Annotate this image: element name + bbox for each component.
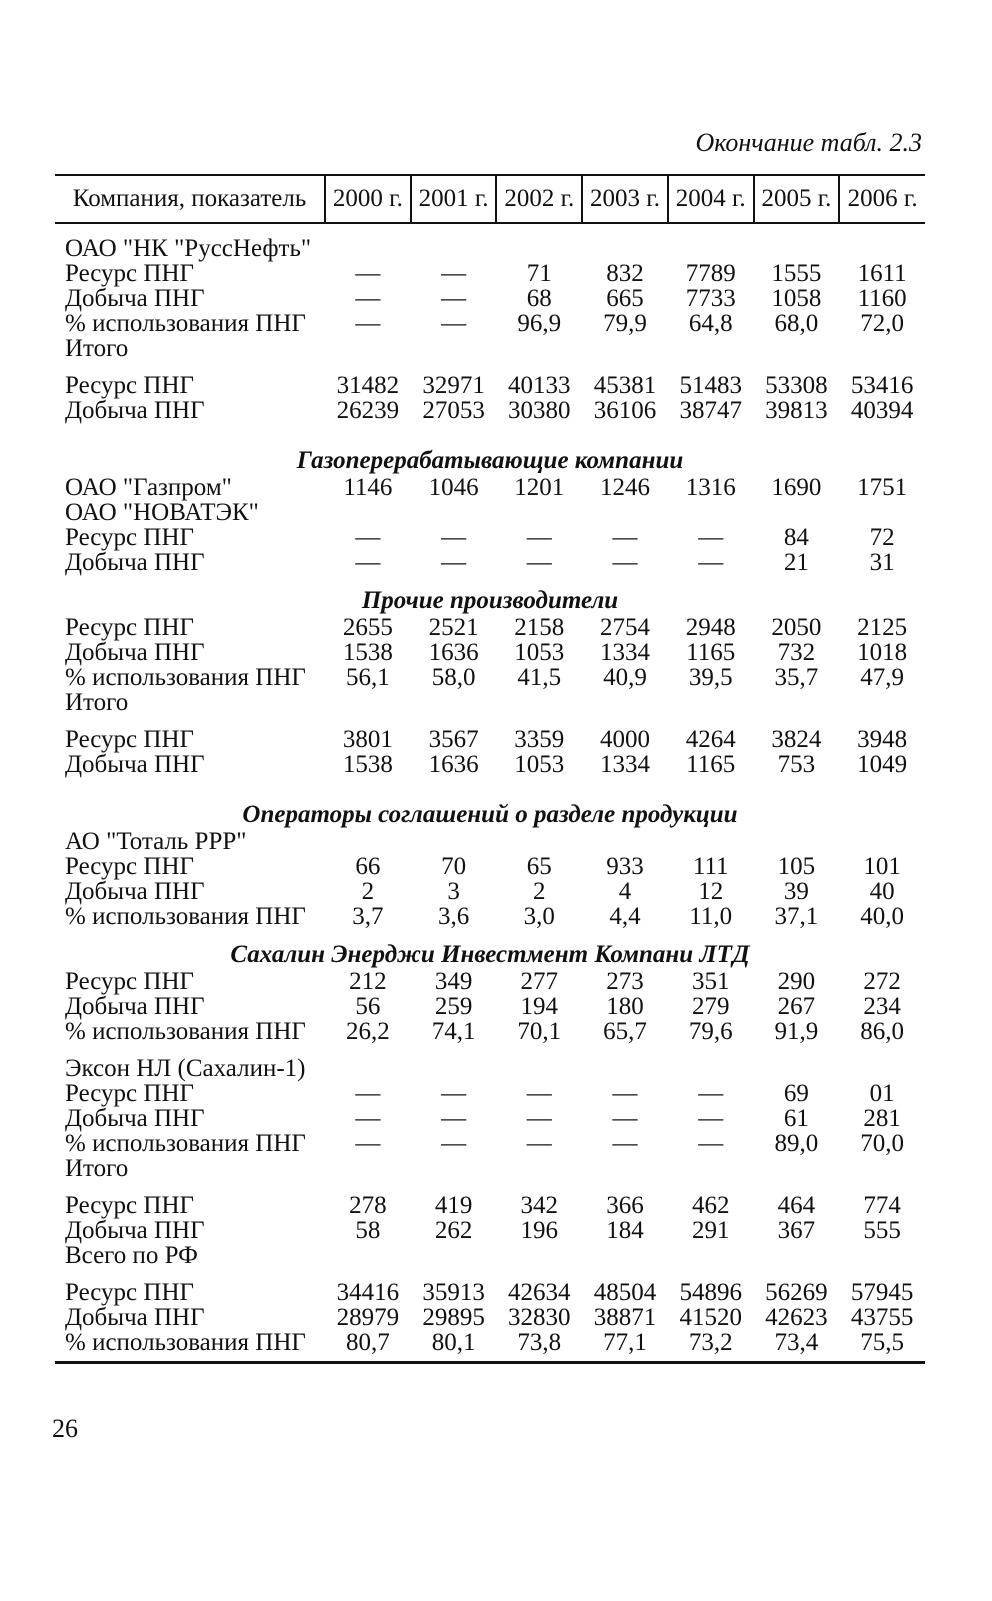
- value-cell: —: [698, 524, 724, 551]
- value-cell: 11,0: [689, 903, 733, 930]
- spacer-row: [55, 777, 925, 801]
- value-cell: 68: [526, 285, 552, 312]
- value-cell: 111: [692, 853, 729, 880]
- value-cell: 1316: [685, 474, 736, 501]
- value-cell: 1538: [342, 639, 393, 666]
- header-year: 2000 г.: [325, 175, 411, 223]
- value-cell: 56,1: [346, 664, 390, 691]
- group-label: АО "Тоталь РРР": [65, 828, 247, 855]
- value-cell: 21: [783, 549, 809, 576]
- header-year: 2001 г.: [411, 175, 497, 223]
- value-cell: 7789: [685, 260, 736, 287]
- row-label: Добыча ПНГ: [65, 878, 205, 905]
- value-cell: 30380: [508, 397, 571, 424]
- table-header-row: [55, 175, 925, 223]
- value-cell: 1555: [771, 260, 822, 287]
- header-year: 2005 г.: [754, 175, 840, 223]
- table-row: [55, 1305, 925, 1330]
- group-label: Эксон НЛ (Сахалин-1): [65, 1055, 306, 1082]
- value-cell: —: [441, 1080, 467, 1107]
- row-label: % использования ПНГ: [65, 903, 306, 930]
- table-row: [55, 1081, 925, 1106]
- value-cell: 291: [691, 1217, 730, 1244]
- value-cell: 3801: [342, 726, 393, 753]
- value-cell: 1690: [771, 474, 822, 501]
- row-label: Добыча ПНГ: [65, 549, 205, 576]
- row-label: % использования ПНГ: [65, 1018, 306, 1045]
- value-cell: —: [441, 1130, 467, 1157]
- header-year: 2006 г.: [839, 175, 925, 223]
- value-cell: 101: [863, 853, 901, 880]
- value-cell: 3824: [771, 726, 822, 753]
- value-cell: —: [526, 524, 552, 551]
- value-cell: 72: [869, 524, 895, 551]
- value-cell: 3,7: [352, 903, 384, 930]
- value-cell: 91,9: [774, 1018, 819, 1045]
- value-cell: 281: [863, 1105, 901, 1132]
- row-label: Ресурс ПНГ: [65, 968, 194, 995]
- value-cell: —: [698, 549, 724, 576]
- value-cell: 31: [869, 549, 895, 576]
- value-cell: 64,8: [688, 310, 733, 337]
- row-label: Ресурс ПНГ: [65, 1080, 194, 1107]
- value-cell: 1538: [342, 751, 393, 778]
- value-cell: —: [612, 524, 638, 551]
- value-cell: 65,7: [603, 1018, 647, 1045]
- value-cell: —: [355, 1130, 381, 1157]
- table-row: [55, 752, 925, 777]
- row-label: Ресурс ПНГ: [65, 260, 194, 287]
- group-label: ОАО "НК "РуссНефть": [65, 235, 312, 262]
- table-row: [55, 1106, 925, 1131]
- value-cell: 32830: [508, 1304, 571, 1331]
- table-row: [55, 475, 925, 500]
- group-label-row: [55, 1056, 925, 1081]
- value-cell: 1636: [428, 639, 479, 666]
- value-cell: 1165: [686, 751, 736, 778]
- value-cell: 366: [606, 1192, 644, 1219]
- table-row: [55, 1330, 925, 1359]
- value-cell: —: [441, 285, 467, 312]
- value-cell: 42634: [508, 1279, 571, 1306]
- value-cell: 70,1: [517, 1018, 562, 1045]
- value-cell: —: [355, 310, 381, 337]
- value-cell: —: [355, 549, 381, 576]
- table-row: [55, 373, 925, 398]
- value-cell: 2125: [857, 614, 908, 641]
- value-cell: 38747: [679, 397, 742, 424]
- value-cell: 4,4: [609, 903, 641, 930]
- row-label: Добыча ПНГ: [65, 397, 205, 424]
- row-label: Ресурс ПНГ: [65, 726, 194, 753]
- value-cell: 73,4: [774, 1329, 819, 1356]
- value-cell: 1611: [857, 260, 907, 287]
- value-cell: 259: [434, 993, 473, 1020]
- value-cell: 37,1: [774, 903, 819, 930]
- table-row: [55, 1019, 925, 1044]
- value-cell: 2754: [600, 614, 650, 641]
- value-cell: 462: [691, 1192, 730, 1219]
- value-cell: 4000: [600, 726, 650, 753]
- value-cell: 234: [863, 993, 901, 1020]
- spacer-row: [55, 423, 925, 447]
- value-cell: 1160: [857, 285, 907, 312]
- header-year: 2003 г.: [582, 175, 668, 223]
- row-label: ОАО "Газпром": [65, 474, 232, 501]
- value-cell: 31482: [336, 372, 400, 399]
- value-cell: 212: [349, 968, 387, 995]
- value-cell: —: [612, 549, 638, 576]
- value-cell: —: [526, 1105, 552, 1132]
- value-cell: 419: [434, 1192, 473, 1219]
- group-label-row: [55, 500, 925, 525]
- value-cell: 196: [520, 1217, 559, 1244]
- value-cell: 79,6: [688, 1018, 733, 1045]
- value-cell: 56: [355, 993, 381, 1020]
- row-label: % использования ПНГ: [65, 1329, 306, 1356]
- row-label: Ресурс ПНГ: [65, 372, 194, 399]
- row-label: Ресурс ПНГ: [65, 1192, 194, 1219]
- value-cell: 40,0: [860, 903, 904, 930]
- value-cell: 3567: [428, 726, 479, 753]
- value-cell: 68,0: [774, 310, 819, 337]
- value-cell: 48504: [593, 1279, 657, 1306]
- section-heading: Газоперерабатывающие компании: [296, 447, 684, 474]
- section-heading-row: [55, 941, 925, 969]
- section-heading-row: [55, 447, 925, 475]
- table-row: [55, 727, 925, 752]
- value-cell: 73,2: [688, 1329, 733, 1356]
- value-cell: 1049: [857, 751, 908, 778]
- value-cell: —: [526, 1130, 552, 1157]
- value-cell: 53308: [765, 372, 828, 399]
- value-cell: 1165: [686, 639, 736, 666]
- value-cell: 61: [783, 1105, 809, 1132]
- value-cell: 71: [526, 260, 552, 287]
- value-cell: 01: [869, 1080, 895, 1107]
- page-number: 26: [52, 1414, 78, 1443]
- value-cell: 555: [863, 1217, 901, 1244]
- row-label: Добыча ПНГ: [65, 993, 205, 1020]
- value-cell: 342: [520, 1192, 559, 1219]
- value-cell: 279: [691, 993, 730, 1020]
- value-cell: —: [441, 524, 467, 551]
- value-cell: —: [441, 549, 467, 576]
- value-cell: 54896: [679, 1279, 742, 1306]
- value-cell: 273: [606, 968, 644, 995]
- spacer-row: [55, 929, 925, 941]
- value-cell: —: [355, 1105, 381, 1132]
- value-cell: 290: [777, 968, 816, 995]
- value-cell: 40394: [850, 397, 914, 424]
- table-row: [55, 1280, 925, 1305]
- value-cell: 277: [520, 968, 559, 995]
- value-cell: 12: [698, 878, 724, 905]
- value-cell: 53416: [850, 372, 914, 399]
- spacer-cell: [55, 929, 925, 941]
- value-cell: 39: [783, 878, 809, 905]
- value-cell: 832: [606, 260, 644, 287]
- table-row: [55, 525, 925, 550]
- value-cell: 194: [520, 993, 559, 1020]
- value-cell: 56269: [765, 1279, 828, 1306]
- value-cell: 43755: [850, 1304, 914, 1331]
- value-cell: 1058: [771, 285, 822, 312]
- value-cell: —: [612, 1105, 638, 1132]
- value-cell: 665: [606, 285, 644, 312]
- value-cell: 73,8: [517, 1329, 562, 1356]
- value-cell: —: [612, 1080, 638, 1107]
- row-label: Добыча ПНГ: [65, 1105, 205, 1132]
- value-cell: 732: [777, 639, 816, 666]
- value-cell: 3359: [514, 726, 565, 753]
- value-cell: 80,7: [346, 1329, 390, 1356]
- row-label: Ресурс ПНГ: [65, 614, 194, 641]
- spacer-cell: [55, 423, 925, 447]
- value-cell: 32971: [422, 372, 485, 399]
- value-cell: 1053: [514, 751, 565, 778]
- value-cell: 65: [526, 853, 552, 880]
- value-cell: 753: [777, 751, 816, 778]
- value-cell: 40,9: [603, 664, 647, 691]
- value-cell: 278: [349, 1192, 387, 1219]
- table-row: [55, 665, 925, 690]
- section-heading-row: [55, 587, 925, 615]
- row-label: Ресурс ПНГ: [65, 1279, 194, 1306]
- group-label: Итого: [65, 335, 129, 362]
- row-label: Добыча ПНГ: [65, 1217, 205, 1244]
- group-label-row: [55, 829, 925, 854]
- value-cell: 2948: [685, 614, 736, 641]
- value-cell: 26,2: [346, 1018, 390, 1045]
- value-cell: 1334: [600, 639, 650, 666]
- value-cell: 464: [777, 1192, 816, 1219]
- value-cell: 1636: [428, 751, 479, 778]
- value-cell: 57945: [850, 1279, 914, 1306]
- table-row: [55, 1218, 925, 1243]
- value-cell: 80,1: [431, 1329, 476, 1356]
- group-label: ОАО "НОВАТЭК": [65, 499, 259, 526]
- value-cell: 75,5: [860, 1329, 904, 1356]
- section-heading: Прочие производители: [361, 587, 619, 614]
- value-cell: 72,0: [860, 310, 904, 337]
- value-cell: 2521: [428, 614, 479, 641]
- value-cell: 774: [863, 1192, 901, 1219]
- value-cell: 3,6: [437, 903, 470, 930]
- value-cell: 180: [606, 993, 644, 1020]
- value-cell: 86,0: [860, 1018, 904, 1045]
- row-label: Ресурс ПНГ: [65, 853, 194, 880]
- value-cell: 40133: [508, 372, 571, 399]
- data-table: [55, 174, 925, 1359]
- value-cell: 29895: [422, 1304, 485, 1331]
- table-row: [55, 398, 925, 423]
- value-cell: —: [355, 524, 381, 551]
- table-row: [55, 261, 925, 286]
- row-label: % использования ПНГ: [65, 310, 306, 337]
- section-heading: Операторы соглашений о разделе продукции: [242, 801, 738, 828]
- group-label-row: [55, 1156, 925, 1181]
- value-cell: —: [698, 1105, 724, 1132]
- value-cell: 351: [691, 968, 730, 995]
- spacer-row: [55, 575, 925, 587]
- value-cell: 2: [533, 878, 546, 905]
- value-cell: 2050: [771, 614, 822, 641]
- value-cell: 34416: [336, 1279, 400, 1306]
- row-label: % использования ПНГ: [65, 1130, 306, 1157]
- value-cell: 35913: [422, 1279, 485, 1306]
- value-cell: 47,9: [860, 664, 904, 691]
- row-label: Ресурс ПНГ: [65, 524, 194, 551]
- value-cell: 35,7: [774, 664, 819, 691]
- table-row: [55, 615, 925, 640]
- header-year: 2004 г.: [668, 175, 754, 223]
- value-cell: 77,1: [603, 1329, 647, 1356]
- value-cell: —: [355, 1080, 381, 1107]
- value-cell: 79,9: [603, 310, 647, 337]
- value-cell: 933: [606, 853, 644, 880]
- table-row: [55, 879, 925, 904]
- value-cell: —: [698, 1080, 724, 1107]
- table-body: [55, 223, 925, 1359]
- table-row: [55, 550, 925, 575]
- value-cell: 1334: [600, 751, 650, 778]
- value-cell: 1201: [514, 474, 565, 501]
- value-cell: 66: [355, 853, 381, 880]
- value-cell: 89,0: [774, 1130, 819, 1157]
- value-cell: —: [355, 260, 381, 287]
- row-label: Добыча ПНГ: [65, 1304, 205, 1331]
- row-label: Добыча ПНГ: [65, 639, 205, 666]
- row-label: % использования ПНГ: [65, 664, 306, 691]
- group-label-row: [55, 1243, 925, 1268]
- table-row: [55, 311, 925, 336]
- value-cell: —: [526, 549, 552, 576]
- value-cell: 58: [355, 1217, 381, 1244]
- value-cell: 2158: [514, 614, 565, 641]
- value-cell: 26239: [336, 397, 400, 424]
- value-cell: 70,0: [860, 1130, 904, 1157]
- value-cell: 41520: [679, 1304, 742, 1331]
- value-cell: —: [612, 1130, 638, 1157]
- table-row: [55, 969, 925, 994]
- value-cell: 7733: [685, 285, 736, 312]
- value-cell: 96,9: [517, 310, 562, 337]
- value-cell: 38871: [593, 1304, 657, 1331]
- group-label: Всего по РФ: [65, 1242, 198, 1269]
- value-cell: 41,5: [517, 664, 562, 691]
- value-cell: 262: [434, 1217, 473, 1244]
- value-cell: 45381: [593, 372, 657, 399]
- value-cell: 1246: [600, 474, 650, 501]
- table-row: [55, 640, 925, 665]
- section-heading-row: [55, 801, 925, 829]
- group-label: Итого: [65, 689, 129, 716]
- group-label-row: [55, 236, 925, 261]
- value-cell: 184: [606, 1217, 644, 1244]
- value-cell: —: [698, 1130, 724, 1157]
- value-cell: 74,1: [431, 1018, 476, 1045]
- value-cell: 40: [869, 878, 895, 905]
- data-table-container: [55, 174, 925, 1364]
- table-row: [55, 904, 925, 929]
- value-cell: 2: [361, 878, 375, 905]
- value-cell: 3948: [857, 726, 908, 753]
- value-cell: 2655: [342, 614, 393, 641]
- table-row: [55, 286, 925, 311]
- header-company-indicator: Компания, показатель: [55, 175, 325, 223]
- row-label: Добыча ПНГ: [65, 751, 205, 778]
- value-cell: 1046: [428, 474, 479, 501]
- value-cell: —: [441, 1105, 467, 1132]
- value-cell: —: [441, 260, 467, 287]
- value-cell: 4264: [685, 726, 736, 753]
- value-cell: —: [526, 1080, 552, 1107]
- value-cell: 105: [777, 853, 816, 880]
- value-cell: 3,0: [523, 903, 555, 930]
- value-cell: 70: [441, 853, 467, 880]
- value-cell: 39,5: [688, 664, 733, 691]
- value-cell: 28979: [336, 1304, 400, 1331]
- table-row: [55, 854, 925, 879]
- section-heading: Сахалин Энерджи Инвестмент Компани ЛТД: [230, 941, 750, 968]
- table-row: [55, 994, 925, 1019]
- value-cell: 1018: [857, 639, 908, 666]
- value-cell: 84: [783, 524, 809, 551]
- table-row: [55, 1193, 925, 1218]
- value-cell: 267: [777, 993, 816, 1020]
- row-label: Добыча ПНГ: [65, 285, 205, 312]
- value-cell: 1146: [343, 474, 393, 501]
- value-cell: 39813: [765, 397, 828, 424]
- group-label-row: [55, 336, 925, 361]
- value-cell: 272: [863, 968, 901, 995]
- group-label: Итого: [65, 1155, 129, 1182]
- value-cell: 42623: [765, 1304, 828, 1331]
- value-cell: 349: [434, 968, 473, 995]
- spacer-cell: [55, 777, 925, 801]
- value-cell: 3: [447, 878, 460, 905]
- value-cell: 69: [783, 1080, 809, 1107]
- table-bottom-rule: [55, 1361, 925, 1364]
- value-cell: 4: [618, 878, 632, 905]
- value-cell: 51483: [679, 372, 742, 399]
- header-year: 2002 г.: [496, 175, 582, 223]
- value-cell: 36106: [593, 397, 657, 424]
- value-cell: 367: [777, 1217, 816, 1244]
- value-cell: 58,0: [431, 664, 476, 691]
- value-cell: —: [355, 285, 381, 312]
- table-caption: Окончание табл. 2.3: [695, 128, 922, 157]
- group-label-row: [55, 690, 925, 715]
- value-cell: —: [441, 310, 467, 337]
- value-cell: 1751: [857, 474, 908, 501]
- table-row: [55, 1131, 925, 1156]
- value-cell: 1053: [514, 639, 565, 666]
- spacer-cell: [55, 575, 925, 587]
- value-cell: 27053: [422, 397, 485, 424]
